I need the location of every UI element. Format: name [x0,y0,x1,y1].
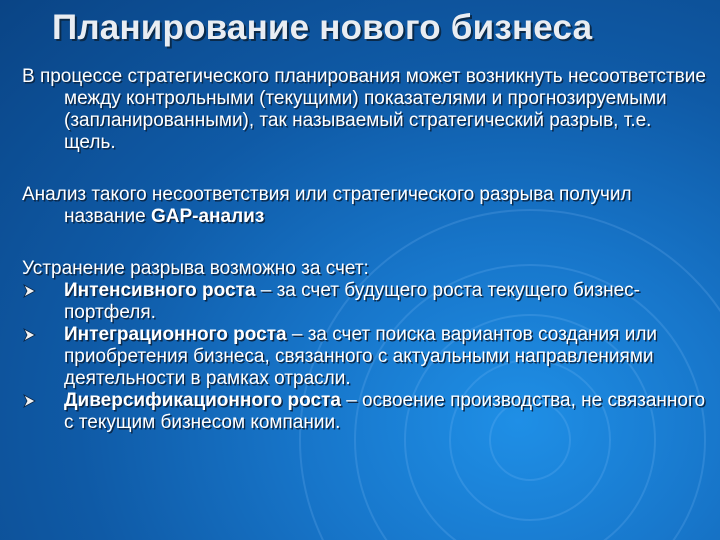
arrow-bullet-icon [22,394,36,408]
bullet-term: Диверсификационного роста [64,390,341,411]
arrow-bullet-icon [22,328,36,342]
bullet-term: Интенсивного роста [64,280,256,301]
slide-title: Планирование нового бизнеса [52,8,593,47]
bullet-text: – освоение производства, не связанного с текущим бизнесом компании. [64,390,706,433]
paragraph-strategic-gap: В процессе стратегического планирования может возникнуть несоответствие между контрольными (текущими) показателями и прогнозируемыми (запланированными), так называемый стратегический разрыв, т.е. щель. [22,66,706,153]
gap-analysis-term: GAP-анализ [150,206,265,227]
bullet-intensive-growth [22,280,706,324]
paragraph-gap-analysis [22,184,706,228]
bullet-term: Интеграционного роста [64,324,287,345]
bullet-integration-growth [22,324,706,390]
paragraph-elimination: Устранение разрыва возможно за счет: [22,258,369,279]
bullet-text: – за счет поиска вариантов создания или приобретения бизнеса, связанного с актуальными направлениями деятельности в рамках отрасли. [64,324,658,389]
paragraph-gap-analysis-text: Анализ такого несоответствия или стратегического разрыва получил название [22,184,632,227]
bullet-diversification-growth [22,390,706,434]
bullet-text: – за счет будущего роста текущего бизнес-портфеля. [64,280,640,323]
slide-content [22,66,706,434]
arrow-bullet-icon [22,284,36,298]
